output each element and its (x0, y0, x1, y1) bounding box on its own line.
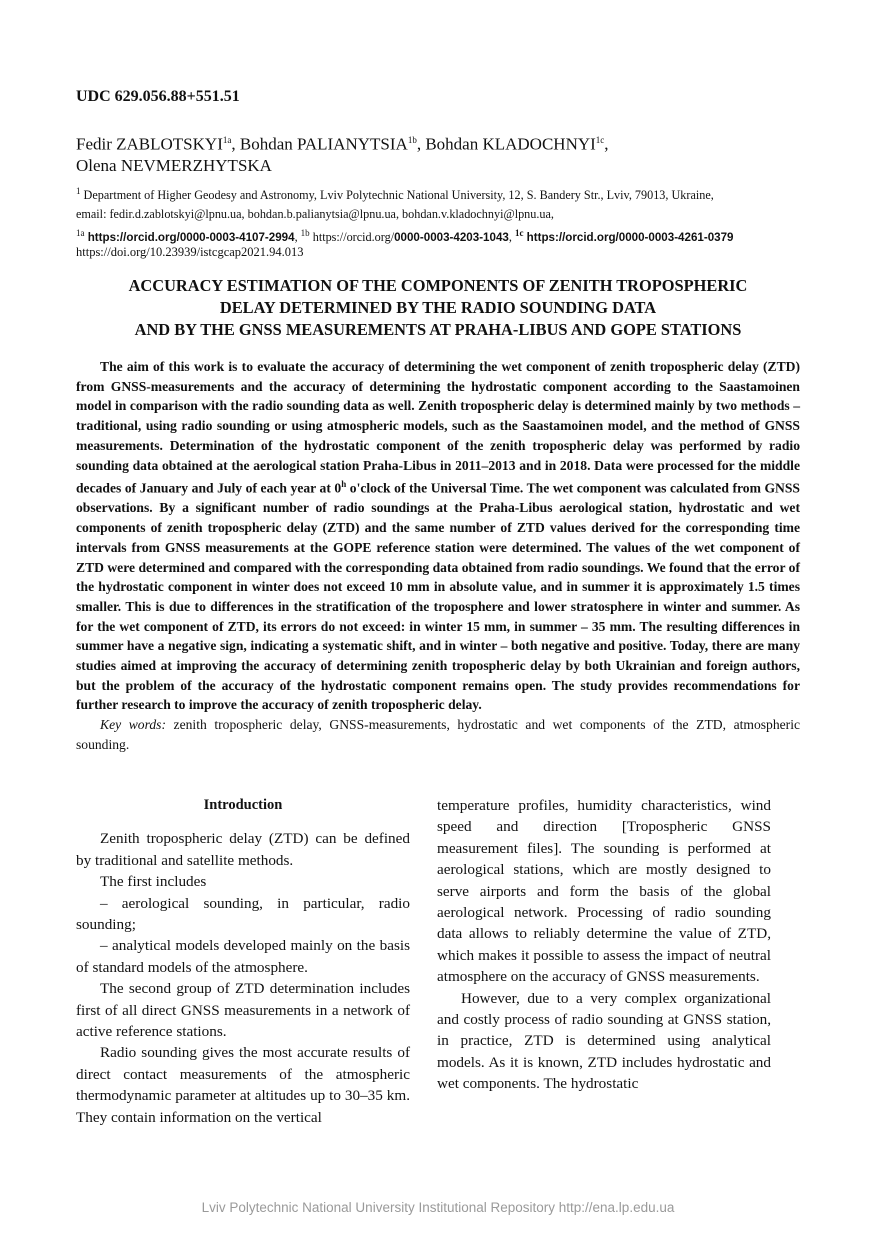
orcid-sup: 1c (514, 228, 524, 239)
paper-title (76, 275, 800, 341)
orcid-link[interactable]: https://orcid.org/ (309, 230, 395, 245)
keywords-label: Key words: (100, 717, 166, 733)
orcid-sup: 1a (76, 228, 85, 239)
keywords-text: zenith tropospheric delay, GNSS-measurements, hydrostatic and wet components of the ZTD, atmospheric sounding. (76, 717, 801, 752)
abstract-part: o'clock of the Universal Time. The wet component was calculated from GNSS observations. By a significant number of radio soundings at the Praha-Libus aerological station, hydrostatic and wet components of zenith tropospheric delay (ZTD) and the same number of ZTD values derived for the corresponding time intervals from GNSS measurements at the GOPE reference station were determined. The values of the wet component of ZTD were determined and compared with the corresponding data obtained from radio soundings. We found that the error of the hydrostatic component in winter does not exceed 10 mm in absolute value, and in summer it is approximately 1.5 times smaller. This is due to differences in the stratification of the troposphere and lower stratosphere in winter and summer. As for the wet component of ZTD, its errors do not exceed: in winter 15 mm, in summer – 35 mm. The resulting differences in summer have a negative sign, indicating a systematic shift, and in winter – both negative and positive. Today, there are many studies aimed at improving the accuracy of determining zenith tropospheric delay by both Ukrainian and foreign authors, but the problem of the accuracy of the hydrostatic component remains open. The study provides recommendations for further research to improve the accuracy of zenith tropospheric delay. (76, 480, 800, 713)
paragraph: The first includes (100, 873, 207, 891)
affiliation-sup: 1 (76, 186, 81, 196)
title-line: DELAY DETERMINED BY THE RADIO SOUNDING DATA (219, 298, 657, 317)
author-name: Bohdan KLADOCHNYI (425, 134, 596, 154)
author-name: Fedir ZABLOTSKYI (76, 134, 223, 154)
abstract-text (76, 357, 800, 715)
affiliation (76, 182, 804, 247)
paragraph: Radio sounding gives the most accurate results of direct contact measurements of the atmospheric thermodynamic parameter at altitudes up to 30–35 km. They contain information on the vertical (76, 1044, 410, 1126)
separator: , (508, 230, 515, 245)
separator: , (231, 134, 240, 154)
orcid-link[interactable]: https://orcid.org/0000-0003-4261-0379 (523, 231, 734, 245)
title-line: AND BY THE GNSS MEASUREMENTS AT PRAHA-LIBUS AND GOPE STATIONS (134, 320, 742, 339)
abstract-sup: h (341, 479, 347, 490)
paragraph: – aerological sounding, in particular, radio sounding; (76, 894, 410, 934)
orcid-sup: 1b (300, 228, 310, 239)
udc-code: UDC 629.056.88+551.51 (76, 88, 240, 105)
author-sup: 1a (222, 135, 232, 145)
doi-link[interactable]: https://doi.org/10.23939/istcgcap2021.94.013 (76, 245, 304, 259)
right-column (437, 795, 771, 1095)
paragraph: temperature profiles, humidity characteristics, wind speed and direction [Tropospheric GNSS measurement files]. The sounding is performed at aerological stations, which are mostly designed to serve airports and form the basis of the global aerological network. Processing of radio sounding data allows to reliably determine the value of ZTD, which makes it possible to assess the impact of neutral atmosphere on the accuracy of GNSS measurements. (437, 797, 771, 986)
paragraph: However, due to a very complex organizational and costly process of radio sounding at GNSS station, in practice, ZTD is determined using analytical models. As it is known, ZTD includes hydrostatic and wet components. The hydrostatic (437, 989, 771, 1093)
repository-footer: Lviv Polytechnic National University Institutional Repository http://ena.lp.edu.ua (201, 1200, 675, 1215)
author-sup: 1c (595, 135, 605, 145)
author-name: Bohdan PALIANYTSIA (239, 134, 408, 154)
orcid-id[interactable]: 0000-0003-4203-1043 (394, 231, 509, 245)
separator: , (294, 230, 301, 245)
abstract-part: The aim of this work is to evaluate the accuracy of determining the wet component of zenith tropospheric delay (ZTD) from GNSS-measurements and the accuracy of determining the hydrostatic component according to the Saastamoinen model in comparison with the radio sounding data as well. Zenith tropospheric delay is determined mainly by two methods – traditional, using radio sounding or using atmospheric models, such as the Saastamoinen model, and the method of GNSS measurements. Determination of the hydrostatic component of the zenith tropospheric delay was performed by radio sounding data obtained at the aerological station Praha-Libus in 2011–2013 and in 2018. Data were processed for the middle decades of January and July of each year at 0 (76, 359, 800, 496)
paragraph: – analytical models developed mainly on the basis of standard models of the atmosphere. (76, 937, 410, 976)
keywords (76, 715, 800, 754)
author-sup: 1b (407, 135, 417, 145)
email-list: email: fedir.d.zablotskyi@lpnu.ua, bohdan.b.palianytsia@lpnu.ua, bohdan.v.kladochnyi@lpnu.ua, (76, 207, 554, 222)
title-line: ACCURACY ESTIMATION OF THE COMPONENTS OF ZENITH TROPOSPHERIC (128, 276, 748, 295)
orcid-link[interactable]: https://orcid.org/0000-0003-4107-2994 (84, 231, 295, 245)
paragraph: Zenith tropospheric delay (ZTD) can be defined by traditional and satellite methods. (76, 830, 410, 869)
section-heading: Introduction (203, 797, 283, 813)
separator: , (604, 134, 609, 154)
left-column (76, 795, 410, 1128)
author-name: Olena NEVMERZHYTSKA (76, 155, 272, 175)
paragraph: The second group of ZTD determination includes first of all direct GNSS measurements in a network of active reference stations. (76, 980, 410, 1041)
separator: , (416, 134, 426, 154)
author-list (76, 130, 796, 176)
affiliation-text: Department of Higher Geodesy and Astronomy, Lviv Polytechnic National University, 12, S. Bandery Str., Lviv, 79013, Ukraine, (80, 188, 714, 203)
abstract (76, 357, 800, 755)
